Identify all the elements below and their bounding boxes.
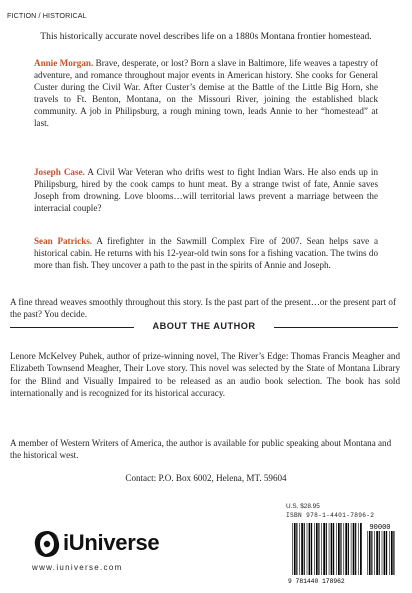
barcode-bar [326,523,327,575]
genre-label: FICTION / HISTORICAL [7,11,87,20]
character-annie [34,57,378,130]
barcode-bar [292,523,293,575]
barcode-bar [321,523,322,575]
barcode-bar [294,523,296,575]
barcode-bar [301,523,303,575]
barcode-bar [348,523,349,575]
barcode-bar [299,523,300,575]
author-bio: Lenore McKelvey Puhek, author of prize-winning novel, The River’s Edge: Thomas Francis Meagher and Elizabeth Townsend Meagher, Their Love story. This novel was selected by the State of Montana Library for the Blind and Visually Impaired to be released as an audio book selection. The book has sold internationally and is recognized for its historical accuracy. [10,351,400,398]
divider-line-left [10,327,134,328]
barcode-bar [353,523,355,575]
barcode-bar [351,523,352,575]
barcode-bar [393,531,394,575]
character-sean [34,235,378,271]
addon-number: 90000 [369,524,391,532]
contact-address: Contact: P.O. Box 6002, Helena, MT. 59604 [125,473,287,483]
barcode-bar [333,523,334,575]
character-joseph [34,166,378,214]
addon-barcode-bars [367,531,395,575]
barcode-bar [358,523,359,575]
barcode-bar [386,531,387,575]
barcode-bar [345,523,347,575]
barcode-bar [338,523,340,575]
barcode-bar [340,523,341,575]
publisher-logo [32,529,192,559]
about-author-divider [10,321,398,335]
barcode-bar [391,531,393,575]
character-name: Annie Morgan. [34,58,94,68]
barcode-bar [355,523,356,575]
barcode-bar [389,531,390,575]
character-description: Brave, desperate, or lost? Born a slave in Baltimore, life weaves a tapestry of adventure, and romance throughout major events in American history. She cooks for General Custer during the Civil War. After Custer’s demise at the Battle of the Little Big Horn, she travels to Ft. Benton, Montana, on the Missouri River, joining the established black community. A job in Philipsburg, a rough mining town, leads Annie to her “homestead” at last. [34,58,378,129]
main-barcode-bars [292,523,362,575]
barcode-bar [384,531,386,575]
intro-text: This historically accurate novel describes life on a 1880s Montana frontier homestead. [40,31,372,42]
character-description: A Civil War Veteran who drifts west to fight Indian Wars. He also ends up in Philipsburg, hired by the cook camps to hunt meat. By a strange twist of fate, Annie saves Joseph from drowning. Love blooms…will territorial laws prevent a marriage between the interracial couple? [34,167,378,214]
character-name: Joseph Case. [34,167,85,177]
barcode-bar [304,523,305,575]
barcode-bar [360,523,362,575]
character-name: Sean Patricks. [34,236,93,246]
barcode-bar [379,531,380,575]
barcode-number: 9 781440 178962 [288,578,345,585]
price-label: U.S. $28.95 [286,503,320,510]
barcode-bar [307,523,308,575]
barcode-bar [296,523,297,575]
barcode-bar [331,523,333,575]
teaser-paragraph: A fine thread weaves smoothly throughout this story. Is the past part of the present…or the present part of the past? You decide. [10,297,396,320]
barcode-bar [376,531,378,575]
iuniverse-swirl-icon [32,529,62,559]
barcode-bar [329,523,330,575]
barcode-bar [323,523,325,575]
barcode-bar [367,531,368,575]
barcode-bar [311,523,312,575]
barcode-bar [336,523,337,575]
barcode-bar [369,531,371,575]
author-membership: A member of Western Writers of America, the author is available for public speaking about Montana and the historical west. [10,438,392,461]
about-author-heading: ABOUT THE AUTHOR [152,321,256,331]
character-description: A firefighter in the Sawmill Complex Fire of 2007. Sean helps save a historical cabin. He returns with his 12-year-old twin sons for a fishing vacation. The twins do more than fish. They uncover a path to the past in the spirits of Annie and Joseph. [34,236,378,271]
barcode-bar [318,523,319,575]
isbn-label: ISBN 978-1-4401-7896-2 [286,512,375,519]
divider-line-right [274,327,398,328]
barcode-bar [374,531,375,575]
publisher-name: iUniverse [63,530,160,555]
barcode-bar [316,523,318,575]
isbn-barcode [286,521,402,585]
barcode-bar [371,531,372,575]
barcode-bar [314,523,315,575]
barcode-bar [309,523,311,575]
barcode-bar [382,531,383,575]
publisher-url: www.iuniverse.com [32,563,123,572]
barcode-bar [343,523,344,575]
